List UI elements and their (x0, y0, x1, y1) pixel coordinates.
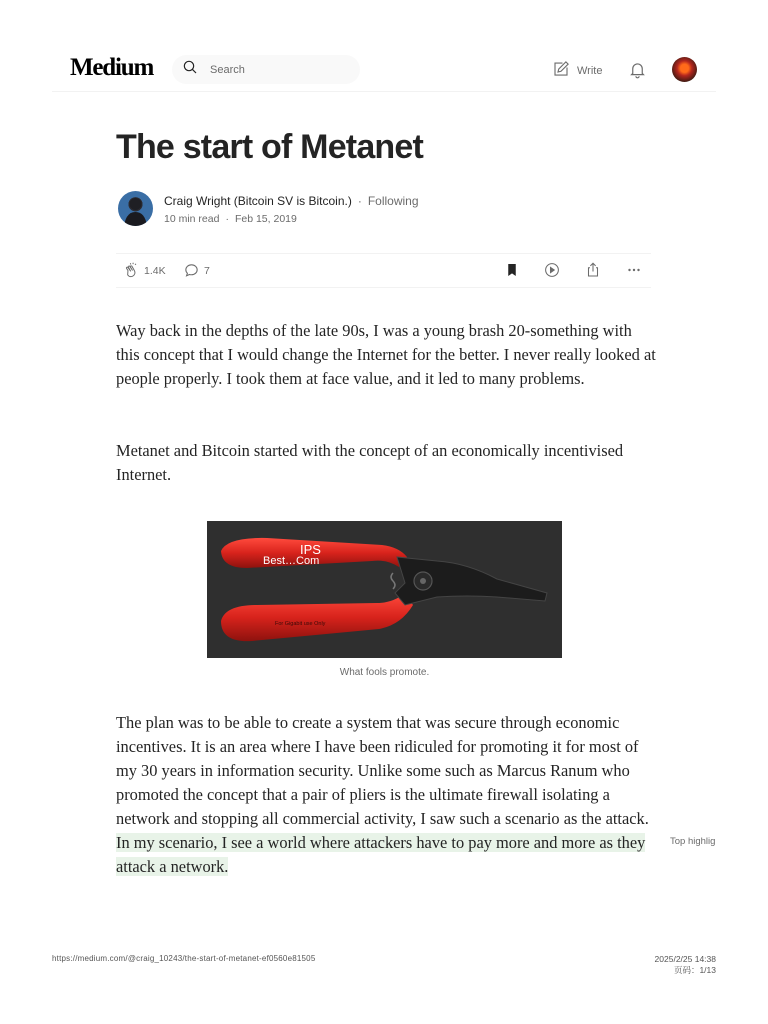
clap-icon (123, 262, 140, 279)
paragraph-1: Way back in the depths of the late 90s, I was a young brash 20-something with this concept that I would change the Internet for the better. I never really looked at people properly. I took them at face value, and it led to many problems. (116, 321, 656, 388)
separator-dot: · (225, 213, 229, 225)
action-bar-top-divider (116, 253, 651, 254)
read-time: 10 min read (164, 213, 220, 225)
separator-dot: · (357, 194, 362, 208)
more-options-button[interactable] (625, 261, 643, 279)
paragraph-3-text: The plan was to be able to create a system that was secure through economic incentives. It is an area where I have been ridiculed for promoting it for most of my 30 years in information security. Unlike some such as Marcus Ranum who promoted the concept that a pair of pliers is the ultimate firewall isolating a network and stopping all commercial activity, I saw such a scenario as the attack. (116, 713, 649, 828)
article-title: The start of Metanet (116, 128, 424, 166)
image-text-small: For Gigabit use Only (275, 621, 326, 627)
notifications-button[interactable] (628, 60, 647, 79)
author-line (164, 194, 419, 208)
paragraph-3 (116, 711, 656, 879)
author-name[interactable]: Craig Wright (Bitcoin SV is Bitcoin.) (164, 194, 352, 208)
print-footer-page: 页码：1/13 (673, 965, 716, 975)
action-bar-bottom-divider (116, 287, 651, 288)
comment-icon (183, 262, 200, 279)
author-photo (118, 191, 153, 226)
author-avatar[interactable] (118, 191, 153, 226)
print-footer-datetime: 2025/2/25 14:38 (654, 954, 716, 964)
clap-count: 1.4K (144, 264, 166, 277)
response-count: 7 (204, 264, 210, 277)
user-avatar[interactable] (672, 57, 697, 82)
image-text-brand: Best…Com (263, 555, 320, 567)
play-icon (543, 261, 561, 279)
bookmark-icon (503, 261, 521, 279)
image-caption: What fools promote. (339, 667, 430, 678)
article-meta (164, 213, 297, 225)
search-box[interactable] (172, 55, 360, 84)
search-input[interactable] (208, 63, 352, 77)
follow-button[interactable]: Following (367, 194, 419, 208)
image-text-ips: IPS (300, 542, 321, 557)
medium-logo[interactable]: Medium (70, 54, 154, 81)
more-icon (625, 261, 643, 279)
search-icon (182, 59, 198, 80)
write-icon (552, 60, 577, 81)
article-image[interactable] (207, 521, 562, 658)
pliers-illustration (207, 521, 562, 658)
top-highlight-label[interactable]: Top highlig (670, 836, 716, 847)
clap-button[interactable] (123, 262, 166, 279)
bell-icon (628, 60, 647, 79)
publish-date: Feb 15, 2019 (234, 213, 297, 225)
paragraph-2: Metanet and Bitcoin started with the concept of an economically incentivised Internet. (116, 441, 624, 484)
share-button[interactable] (584, 261, 602, 279)
print-footer-info (600, 954, 716, 976)
write-label: Write (577, 64, 603, 77)
write-button[interactable] (552, 60, 602, 81)
print-footer-url: https://medium.com/@craig_10243/the-start-of-metanet-ef0560e81505 (52, 954, 316, 963)
top-highlight-text[interactable]: In my scenario, I see a world where attackers have to pay more and more as they attack a network. (116, 833, 646, 876)
listen-button[interactable] (543, 261, 561, 279)
bookmark-button[interactable] (503, 261, 521, 279)
share-icon (584, 261, 602, 279)
header-divider (52, 91, 716, 92)
responses-button[interactable] (183, 262, 210, 279)
